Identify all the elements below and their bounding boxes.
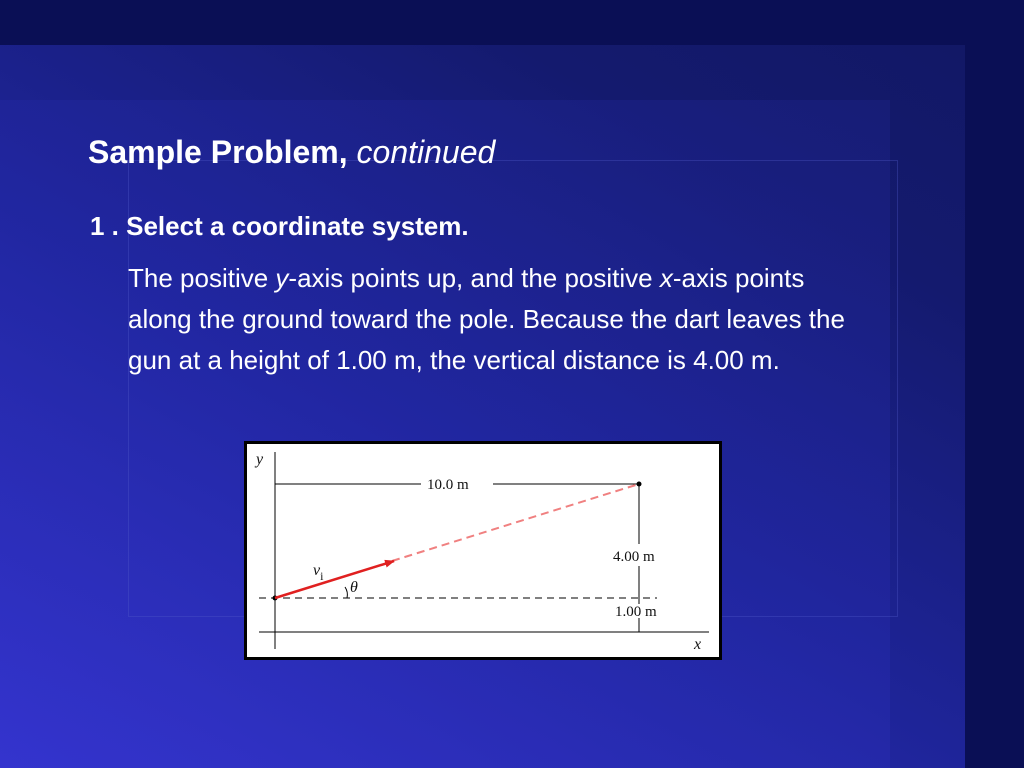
velocity-label (313, 562, 324, 583)
diagram-svg (247, 444, 719, 657)
y-variable: y (275, 263, 289, 293)
trajectory-dashed-line (392, 484, 639, 561)
horizontal-distance-label: 10.0 m (427, 477, 469, 493)
body-part1: The positive (128, 263, 276, 293)
x-variable: x (659, 263, 673, 293)
slide-title (88, 134, 495, 171)
y-axis-label: y (256, 451, 264, 468)
velocity-subscript: i (320, 569, 324, 583)
body-text (128, 258, 868, 381)
velocity-symbol: v (313, 562, 321, 579)
coordinate-diagram (244, 441, 722, 660)
angle-arc (345, 587, 347, 598)
velocity-arrow (275, 561, 394, 598)
vertical-distance-label: 4.00 m (613, 549, 655, 565)
body-part3: -axis points along the ground toward the pole. Because the dart leaves the gun at a height of 1.00 m, the vertical distance is 4.00 m. (128, 263, 845, 375)
body-part2: -axis points up, and the positive (288, 263, 660, 293)
step-heading: 1 . Select a coordinate system. (90, 211, 469, 241)
angle-label: θ (350, 579, 358, 596)
launch-height-label: 1.00 m (615, 604, 657, 620)
x-axis-label: x (694, 636, 702, 653)
title-main: Sample Problem, (88, 134, 348, 170)
title-continued: continued (356, 134, 496, 170)
